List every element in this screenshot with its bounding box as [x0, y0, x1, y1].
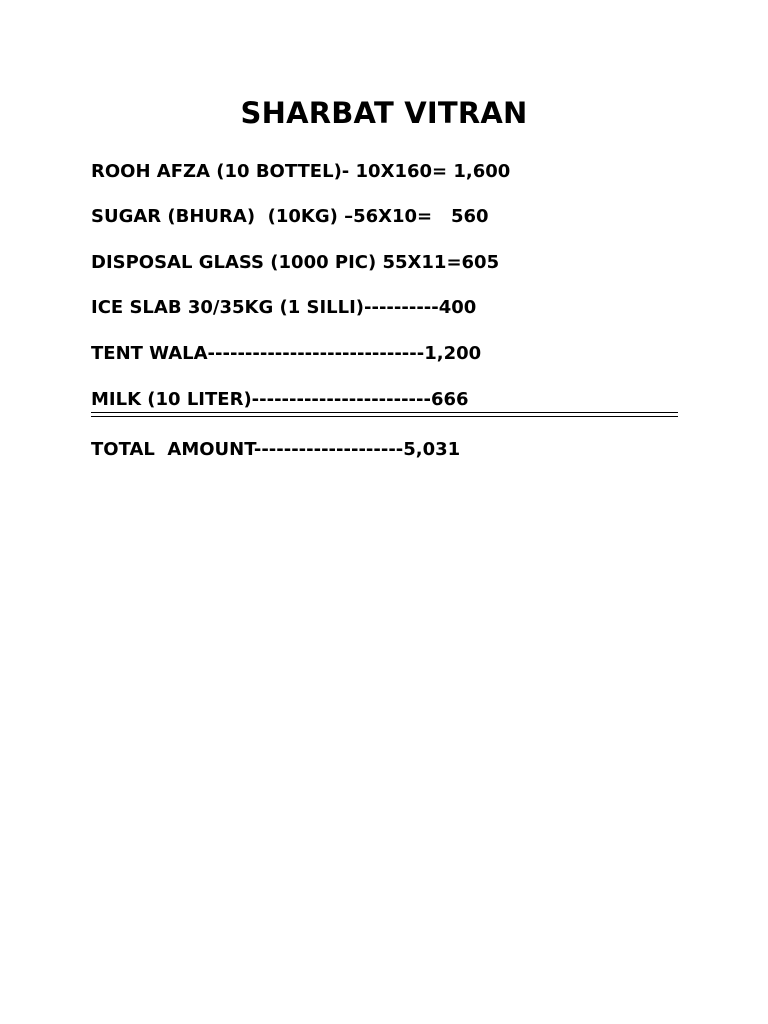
total-divider-top [91, 412, 678, 413]
item-line-disposal-glass: DISPOSAL GLASS (1000 PIC) 55X11=605 [91, 252, 500, 273]
item-line-sugar: SUGAR (BHURA) (10KG) –56X10= 560 [91, 206, 489, 227]
total-amount-line: TOTAL AMOUNT--------------------5,031 [91, 439, 461, 460]
total-divider-bottom [91, 416, 678, 417]
item-line-tent-wala: TENT WALA-----------------------------1,200 [91, 343, 482, 364]
item-line-ice-slab: ICE SLAB 30/35KG (1 SILLI)----------400 [91, 297, 477, 318]
item-line-milk: MILK (10 LITER)------------------------666 [91, 389, 469, 410]
document-title: SHARBAT VITRAN [240, 96, 528, 130]
item-line-rooh-afza: ROOH AFZA (10 BOTTEL)- 10X160= 1,600 [91, 161, 511, 182]
